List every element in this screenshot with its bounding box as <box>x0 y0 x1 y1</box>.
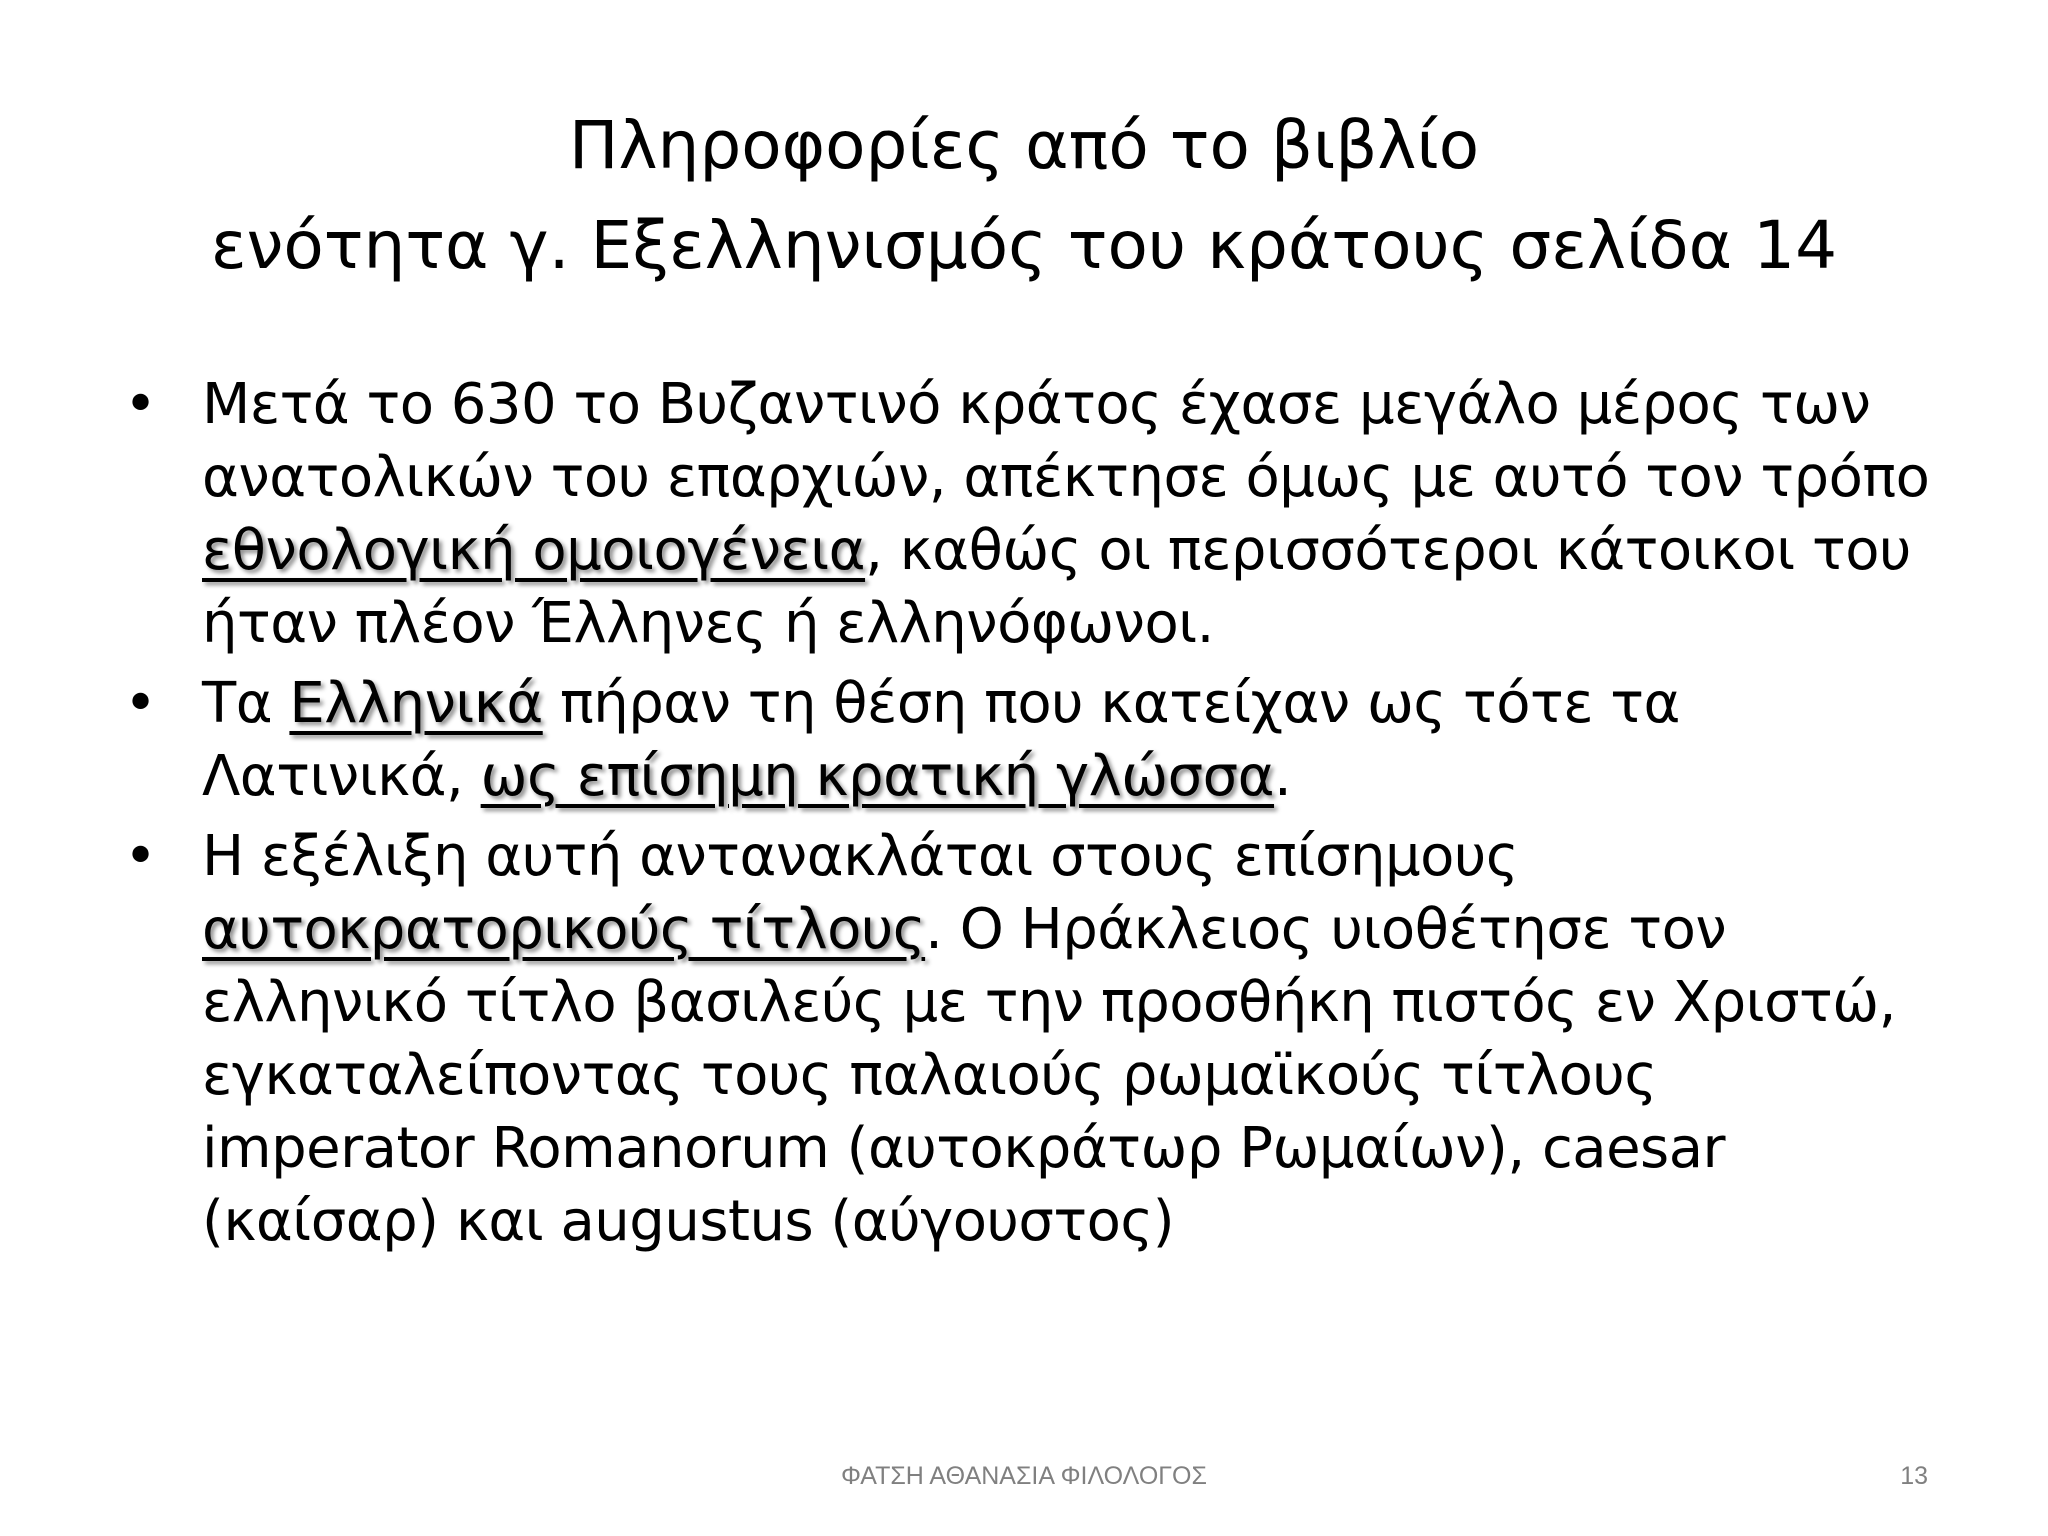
bullet-2-emphasis-2: ως επίσημη κρατική γλώσσα <box>480 744 1275 809</box>
title-line-1: Πληροφορίες από το βιβλίο <box>568 107 1480 184</box>
bullet-list <box>120 368 1940 1265</box>
bullet-2-text-end: . <box>1274 744 1292 809</box>
footer-author: ΦΑΤΣΗ ΑΘΑΝΑΣΙΑ ΦΙΛΟΛΟΓΟΣ <box>841 1462 1207 1490</box>
page-number: 13 <box>1900 1462 1928 1490</box>
bullet-1-text: Μετά το 630 το Βυζαντινό κράτος έχασε μεγάλο μέρος των ανατολικών του επαρχιών, απέκτησε όμως με αυτό τον τρόπο <box>202 372 1930 510</box>
bullet-3-text: Η εξέλιξη αυτή αντανακλάται στους επίσημους <box>202 824 1519 889</box>
title-line-2: ενότητα γ. Εξελληνισμός του κράτους σελίδα 14 <box>210 207 1838 284</box>
bullet-item-1 <box>120 368 1940 660</box>
slide-title <box>120 96 1928 296</box>
bullet-icon: • <box>124 671 157 736</box>
bullet-3-emphasis: αυτοκρατορικούς τίτλους <box>202 897 926 962</box>
bullet-icon: • <box>124 372 157 437</box>
bullet-2-text-middle: πήραν τη θέση που κατείχαν ως τότε τα Λατινικά, <box>202 671 1680 809</box>
bullet-item-2 <box>120 667 1940 813</box>
bullet-icon: • <box>124 824 157 889</box>
bullet-1-emphasis: εθνολογική ομοιογένεια <box>202 518 866 583</box>
bullet-2-text: Τα <box>202 671 290 736</box>
bullet-2-emphasis-1: Ελληνικά <box>289 671 543 736</box>
bullet-item-3 <box>120 820 1940 1258</box>
bullet-3-text-end: . Ο Ηράκλειος υιοθέτησε τον ελληνικό τίτλο βασιλεύς με την προσθήκη πιστός εν Χριστώ, εγκαταλείποντας τους παλαιούς ρωμαϊκούς τίτλους imperator Romanorum (αυτοκράτωρ Ρωμαίων), caesar (καίσαρ) και augustus (αύγουστος) <box>202 897 1896 1254</box>
bullet-1-text-end: , καθώς οι περισσότεροι κάτοικοι του ήταν πλέον Έλληνες ή ελληνόφωνοι. <box>202 518 1911 656</box>
